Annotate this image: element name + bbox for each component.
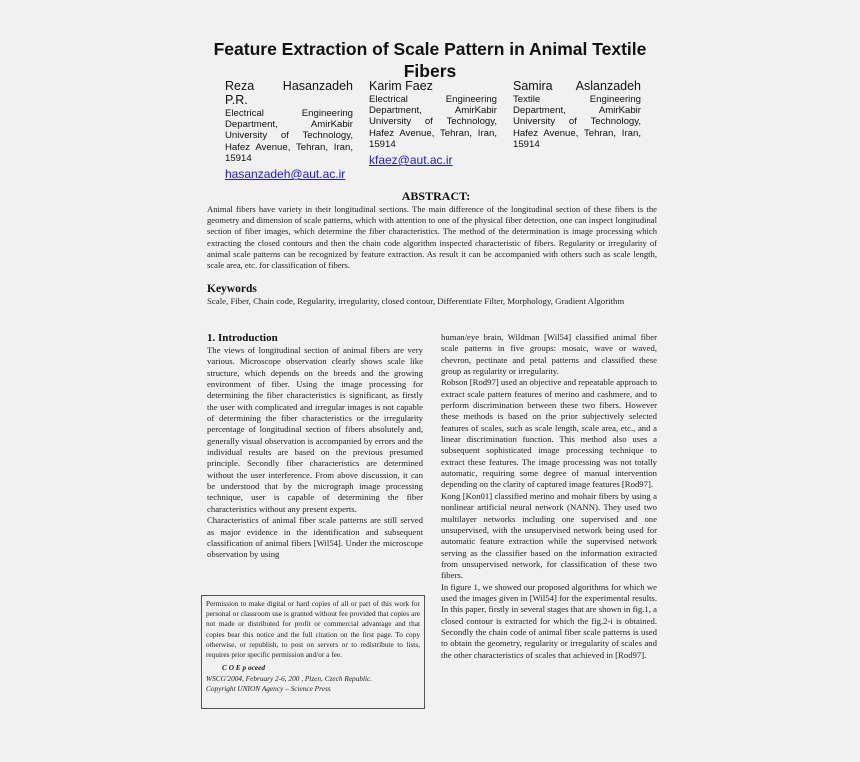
conference-line: WSCG'2004, February 2-6, 200 , Plzen, Czech Republic. xyxy=(206,673,373,683)
venue-line: C O E p oceed xyxy=(222,663,265,673)
permission-text: Permission to make digital or hard copies of all or part of this work for personal or classroom use is granted without fee provided that copies are not made or distributed for profit or commercial advantage and that copies bear this notice and the full citation on the first page. To copy otherwise, or republish, to post on servers or to redistribute to lists, requires prior specific permission and/or a fee. xyxy=(206,599,420,660)
keywords-text: Scale, Fiber, Chain code, Regularity, irregularity, closed contour, Differentiate Filter, Morphology, Gradient Algorithm xyxy=(207,296,625,306)
paper-title: Feature Extraction of Scale Pattern in Animal Textile Fibers xyxy=(213,39,647,81)
keywords-heading: Keywords xyxy=(207,283,257,295)
right-column xyxy=(441,332,657,661)
affiliation-line: University of Technology, xyxy=(225,130,353,142)
author-email-link[interactable]: kfaez@aut.ac.ir xyxy=(369,153,453,168)
author-email-link[interactable]: hasanzadeh@aut.ac.ir xyxy=(225,167,346,182)
affiliation-line: Department, AmirKabir xyxy=(225,119,353,131)
affiliation-line: Department, AmirKabir xyxy=(513,105,641,117)
author-affiliation xyxy=(513,94,641,150)
affiliation-line: Hafez Avenue, Tehran, Iran, xyxy=(369,127,497,139)
abstract-heading: ABSTRACT: xyxy=(401,189,471,203)
paragraph: human/eye brain, Wildman [Wil54] classified animal fiber scale patterns in five groups: mosaic, wave or waved, chevron, pectinate and petal patterns and classified these group as regularity or irregularity. xyxy=(441,332,657,377)
affiliation-line: Hafez Avenue, Tehran, Iran, xyxy=(225,141,353,153)
affiliation-line: 15914 xyxy=(513,138,540,150)
author-affiliation xyxy=(369,94,497,150)
affiliation-line: Textile Engineering xyxy=(513,94,641,105)
affiliation-line: Hafez Avenue, Tehran, Iran, xyxy=(513,127,641,139)
left-column xyxy=(207,345,423,561)
author-name: Samira Aslanzadeh xyxy=(513,79,641,93)
author-name: Reza Hasanzadeh P.R. xyxy=(225,79,353,107)
section-heading: 1. Introduction xyxy=(207,332,278,344)
author-name: Karim Faez xyxy=(369,79,433,93)
paragraph: Robson [Rod97] used an objective and repeatable approach to extract scale pattern features of merino and cashmere, and to perform discrimination between these two fibers. However these methods is based on the prior subjectively selected features of scales, such as scale length, scale area, etc., and a linear discrimination function. This method also uses a subsequent sophisticated image processing technique to extract these features. The image processing was not totally automatic, requiring some degree of manual intervention depending on the clarity of captured image features [Rod97]. xyxy=(441,377,657,490)
affiliation-line: 15914 xyxy=(225,152,252,164)
copyright-line: Copyright UNION Agency – Science Press xyxy=(206,684,331,694)
affiliation-line: University of Technology, xyxy=(369,116,497,128)
affiliation-line: Electrical Engineering xyxy=(225,108,353,119)
paragraph: Characteristics of animal fiber scale patterns are still served as major evidence in the identification and subsequent classification of animal fibers [Wil54]. Under the microscope observation by using xyxy=(207,515,423,560)
author-block xyxy=(369,79,497,167)
paragraph: In figure 1, we showed our proposed algorithms for which we used the images given in [Wil54] for the experimental results. In this paper, firstly in several stages that are shown in fig.1, a closed contour is extracted for which the fig.2-i is obtained. Secondly the chain code of animal fiber scale patterns is used to obtain the geometry, regularity or irregularity of scales and the other characteristics of scales that achieved in [Rod97]. xyxy=(441,581,657,660)
paragraph: Kong [Kon01] classified merino and mohair fibers by using a nonlinear artificial neural network (NANN). They used two multilayer networks including one supervised and one unsupervised, with the unsupervised network being used for automatic feature extraction while the supervised network serving as the classifier based on the information extracted from unsupervised network, for classification of these two fibers. xyxy=(441,490,657,581)
abstract-text: Animal fibers have variety in their longitudinal sections. The main difference of the longitudinal section of these fibers is the geometry and dimension of scale patterns, which with attention to one of the physical fiber detection, one can inspect longitudinal section of fiber images, which determine the fiber characteristics. The method of the determination is image processing which extracting the closed contours and then the chain code algorithm inspected characteristic of fibers. Regularity or irregularity of animal scale patterns can be recognized by feature extraction. As result it can be accompanied with others such as scale length, scale area, etc. for classification of fibers. xyxy=(207,204,657,271)
affiliation-line: Electrical Engineering xyxy=(369,94,497,105)
affiliation-line: University of Technology, xyxy=(513,116,641,128)
affiliation-line: 15914 xyxy=(369,138,396,150)
permission-box xyxy=(201,595,425,709)
paragraph: The views of longitudinal section of animal fibers are very various. Microscope observation clearly shows scale like structure, which depends on the breeds and the growing environment of fiber. Using the image processing for determining the fiber characteristics is significant, as firstly the user with complicated and irregular images is not capable of determining the fiber characteristics or the irregularity percentage of longitudinal section of fibers absolutely and, generally visual observation is accompanied by errors and the individual results are based on the previous presumed principle. Secondly fiber characteristics are determined without the user interference. From above discussion, it can be understood that by the micrograph image processing technique, user is capable of determining the fiber characteristics without any present experts. xyxy=(207,345,423,514)
author-block xyxy=(513,79,641,150)
affiliation-line: Department, AmirKabir xyxy=(369,105,497,117)
author-block xyxy=(225,79,353,181)
author-affiliation xyxy=(225,108,353,164)
